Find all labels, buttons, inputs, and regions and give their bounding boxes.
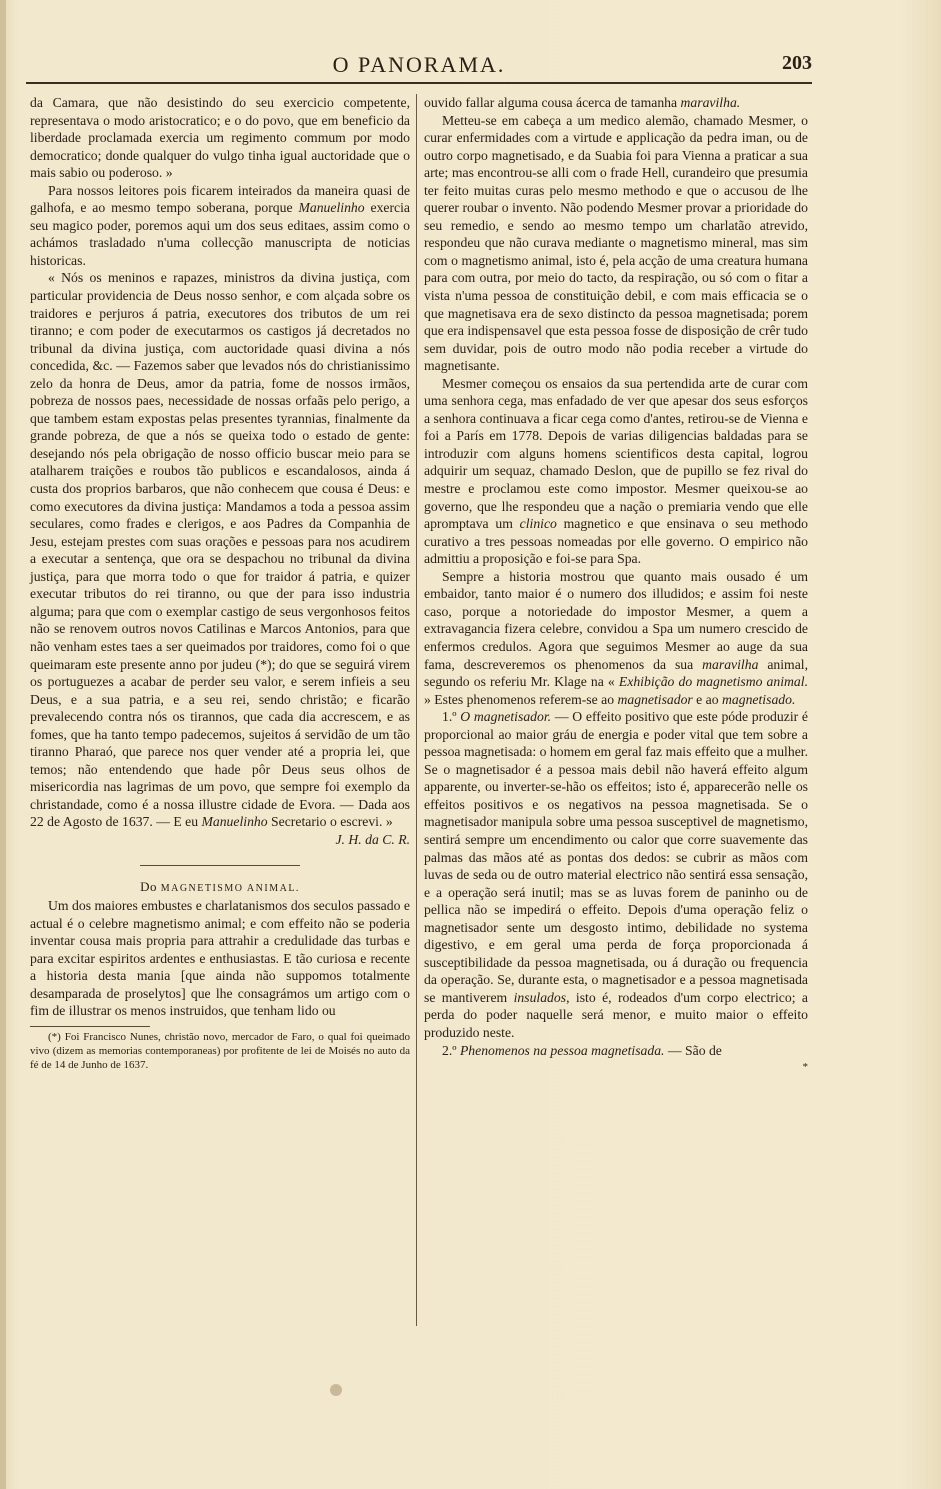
footnote-rule <box>30 1026 150 1027</box>
paragraph: Mesmer começou os ensaios da sua pertendida arte de curar com uma senhora cega, mas enfadado de ver que apesar dos seus esforços a senhora continuava a ficar cega como d'antes, retirou-se de Vienna e foi a París em 1778. Depois de varias diligencias baldadas para se introduzir com alguns homens scientificos desta capital, logrou adquirir um sequaz, chamado Deslon, que de pupillo se fez rival do mestre e proclamou este como impostor. Mesmer queixou-se ao governo, que lhe respondeu que a nação o premiaria vendo que elle apromptava um clinico magnetico e que ensinava o seu methodo curativo a tres pessoas nomeadas por elle governo. O empirico não admittiu a proposição e foi-se para Spa. <box>424 375 808 567</box>
edict-quote: « Nós os meninos e rapazes, ministros da divina justiça, com particular providencia de Deus nosso senhor, e com alçada sobre os traidores e perjuros á patria, executores dos tributos de um rei tiranno; e com poder de executarmos os castigos já decretados no tribunal da divina justiça, com auctoridade quasi divina a nós concedida, &c. — Fazemos saber que levados nós do christianissimo zelo da honra de Deus, amor da patria, fome de nossos irmãos, pobreza de nossos paes, necessidade de nossas orfaãs pelo perigo, a que tambem estam expostas pelas presentes tyrannias, finalmente da grande pobreza, de que a nós se queixa todo o estado de gente: desejando nós pela obrigação de nosso officio buscar meio para se atalharem traições e roubos tão publicos e escandalosos, ainda á custa dos proprios barbaros, que não conhecem que cousa é Deus: e como executores da divina justiça: Mandamos a toda a pessoa assim seculares, como frades e clerigos, e aos Padres da Companhia de Jesu, estejam prestes com suas orações e pessoas para nos acudirem a executar a sentença, que ora se despachou no tribunal da divina justiça, para que morra todo o que for traidor á patria, e quizer executar tributos do rei tiranno, ou que der para isso industria alguma; para que com o exemplar castigo de seus vergonhosos feitos não se renovem outros novos Catilinas e Marcos Antonios, para que não venham estes taes a ser queimados por traidores, como foi o que queimaram este presente anno por judeu (*); do que se seguirá virem os portuguezes a acabar de perder seu valor, e serem infieis a seu Deus, e a sua patria, e a seu rei, sendo christão; e ficarão prevalecendo contra nós os tirannos, que cada dia accrescem, e as fomes, que ha tanto tempo padecemos, sujeitos á servidão de um tão tiranno Pharaó, que parece nos quer vender até a propria lei, que temos; não entendendo que hade pôr Deus seus olhos de misericordia nas lagrimas de um povo, que sempre foi exemplo da christandade, como é a nossa illustre cidade de Evora. — Dada aos 22 de Agosto de 1637. — E eu Manuelinho Secretario o escrevi. » <box>30 270 410 830</box>
page-number: 203 <box>782 52 812 74</box>
paragraph: 1.º O magnetisador. — O effeito positivo que este póde produzir é proporcional ao maior gráu de energia e poder vital que tem sobre a pessoa magnetisada: o homem em geral faz mais effeito que a mulher. Se o magnetisador é a pessoa mais debil não haverá effeito algum apparente, ou inverter-se-hão os effeitos; isto é, apparecerão nelle os effeitos positivos e os negativos na pessoa magnetisada. Se o magnetisador manipula sobre uma pessoa susceptivel de magnetismo, sentirá sempre um encendimento ou calor que corre suavemente das palmas das mãos até as pontas dos dedos: se cubrir as mãos com luvas de seda ou de outro material electrico não sentirá essa sensação, e a operação será inutil; mas se as luvas forem de paninho ou de pellica não se impedirá o effeito. Depois d'uma operação feliz o magnetisador sente um desgosto intimo, debilidade no systema digestivo, e em geral uma perda de força proporcionada á susceptibilidade da pessoa magnetisada, ou á duração ou frequencia da operação. Se, durante esta, o magnetisador e a pessoa magnetisada se mantiverem insulados, isto é, rodeados d'um corpo electrico; a perda do poder naquelle será menor, e muito maior o effeito produzido neste. <box>424 709 808 1040</box>
paragraph: Um dos maiores embustes e charlatanismos dos seculos passado e actual é o celebre magnetismo animal; e com effeito não se poderia inventar cousa mais propria para attrahir a credulidade das turbas e para excitar espiritos ardentes e enthusiastas. E tão curiosa e recente a historia desta mania [que ainda não suppomos totalmente desamparada de proselytos] que lhe consagrámos um artigo com o fim de illustrar os menos instruidos, que tenham lido ou <box>30 898 410 1019</box>
header-rule <box>26 82 812 84</box>
section-divider <box>140 865 300 866</box>
publication-title: O PANORAMA. <box>332 52 506 77</box>
footnote: (*) Foi Francisco Nunes, christão novo, mercador de Faro, o qual foi queimado vivo (dizem as memorias contemporaneas) por profitente de lei de Moisés no auto da fé de 14 de Junho de 1637. <box>30 1030 410 1071</box>
paragraph: da Camara, que não desistindo do seu exercicio competente, representava o modo aristocratico; e o do povo, que em beneficio da liberdade proclamada exercia um regimento commum por modo democratico; donde qualquer do vulgo tinha igual auctoridade que o mais sabio ou poderoso. » <box>30 95 410 181</box>
page-header <box>26 52 812 78</box>
paper-stain <box>330 1384 342 1396</box>
column-divider <box>416 94 417 1326</box>
paragraph: Sempre a historia mostrou que quanto mais ousado é um embaidor, tanto maior é o numero dos illudidos; e assim foi neste caso, porque a notoriedade do impostor Mesmer, a quem a extravagancia fizera celebre, convidou a Spa um numero crescido de enfermos credulos. Agora que seguimos Mesmer ao auge da sua fama, descreveremos os phenomenos da sua maravilha animal, segundo os referiu Mr. Klage na « Exhibição do magnetismo animal. » Estes phenomenos referem-se ao magnetisador e ao magnetisado. <box>424 568 809 707</box>
right-column <box>424 94 808 1077</box>
paragraph: 2.º Phenomenos na pessoa magnetisada. — São de <box>442 1042 722 1058</box>
author-signature: J. H. da C. R. <box>335 831 410 847</box>
binding-edge <box>0 0 6 1489</box>
left-column <box>30 94 410 1072</box>
paragraph: Metteu-se em cabeça a um medico alemão, chamado Mesmer, o curar enfermidades com a virtude e applicação da pedra iman, ou de outro corpo magnetisado, e da Suabia foi para Vienna a praticar a sua arte; mas encontrou-se alli com o frade Hell, curandeiro que presumia ter feito muitas curas pelo mesmo methodo e que o accusou de lhe querer roubar o invento. Não podendo Mesmer provar a prioridade do seu remedio, e sendo ao mesmo tempo um charlatão atrevido, respondeu que não curava mediante o magnetismo mineral, mas sim com o magnetismo animal, isto é, pela acção de uma creatura humana para com outra, por meio do tacto, da respiração, ou só com o fitar a vista n'uma pessoa de constituição debil, e com mais efficacia se o que magnetisava era de sexo distincto da pessoa magnetisada; porem que era indispensavel que esta pessoa fosse de disposição de crêr tudo sem duvidar, pois de outro modo não podia receber a virtude do magnetisante. <box>424 112 808 374</box>
section-heading: Do MAGNETISMO ANIMAL. <box>140 878 300 894</box>
signature-mark: * <box>802 1061 808 1074</box>
paragraph: Para nossos leitores pois ficarem inteirados da maneira quasi de galhofa, e ao mesmo tempo soberana, porque Manuelinho exercia seu magico poder, poremos aqui um dos seus editaes, assim como o achámos trasladado n'uma collecção manuscripta de noticias historicas. <box>30 182 410 268</box>
paragraph: ouvido fallar alguma cousa ácerca de tamanha maravilha. <box>424 95 741 110</box>
